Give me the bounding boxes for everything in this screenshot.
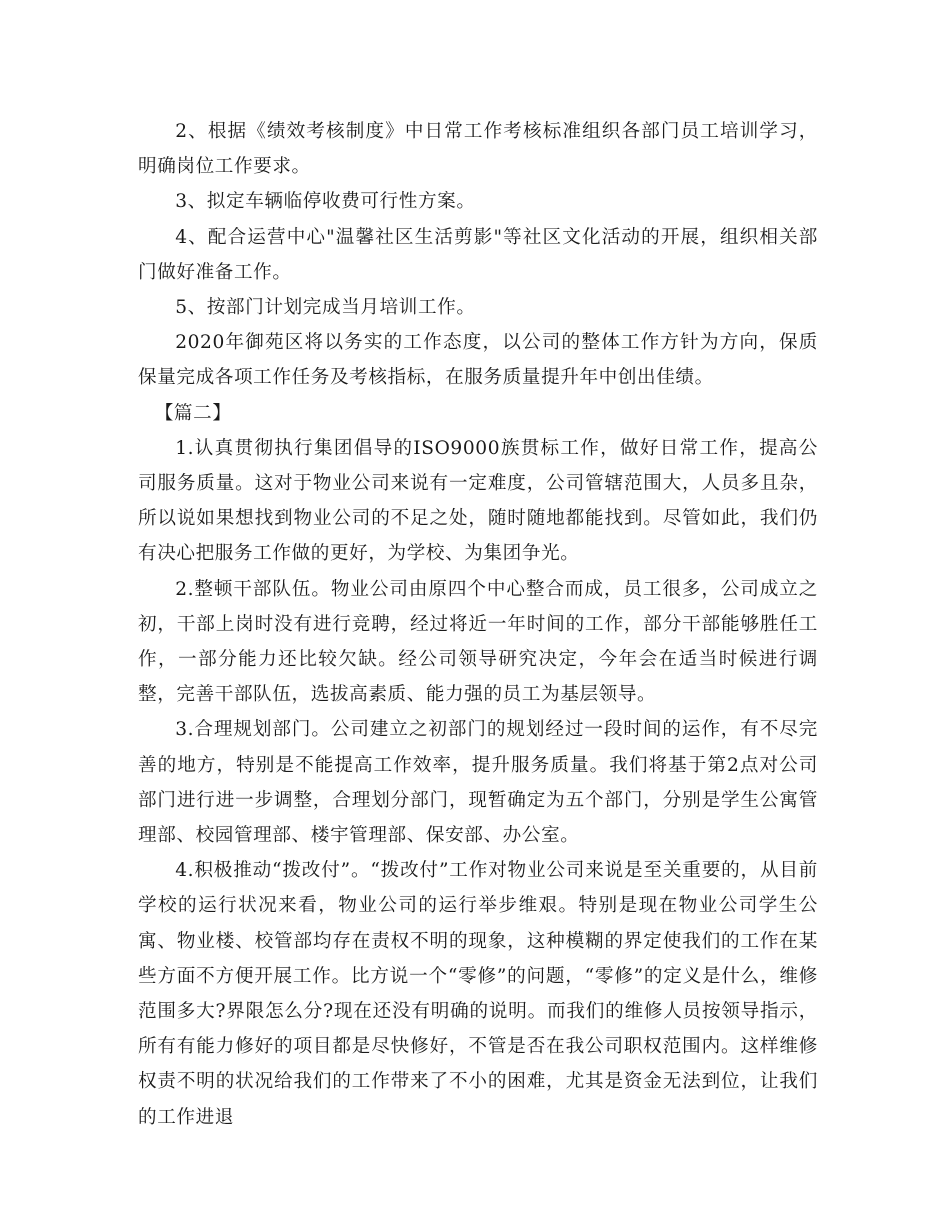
paragraph-summary-2020: 2020年御苑区将以务实的工作态度，以公司的整体工作方针为方向，保质保量完成各项工作任务及考核指标，在服务质量提升年中创出佳绩。 xyxy=(138,332,818,389)
document-body xyxy=(138,114,818,1135)
paragraph-item-2: 2、根据《绩效考核制度》中日常工作考核标准组织各部门员工培训学习，明确岗位工作要求。 xyxy=(138,121,818,178)
section-heading-part-two: 【篇二】 xyxy=(154,402,232,424)
paragraph-item-5: 5、按部门计划完成当月培训工作。 xyxy=(175,297,476,319)
paragraph-item-3: 3、拟定车辆临停收费可行性方案。 xyxy=(175,191,476,213)
paragraph-point-1: 1.认真贯彻执行集团倡导的ISO9000族贯标工作，做好日常工作，提高公司服务质量。这对于物业公司来说有一定难度，公司管辖范围大，人员多且杂，所以说如果想找到物业公司的不足之处，随时随地都能找到。尽管如此，我们仍有决心把服务工作做的更好，为学校、为集团争光。 xyxy=(138,437,818,565)
paragraph-item-4: 4、配合运营中心"温馨社区生活剪影"等社区文化活动的开展，组织相关部门做好准备工作。 xyxy=(138,226,818,283)
paragraph-point-2: 2.整顿干部队伍。物业公司由原四个中心整合而成，员工很多，公司成立之初，干部上岗时没有进行竞聘，经过将近一年时间的工作，部分干部能够胜任工作，一部分能力还比较欠缺。经公司领导研究决定，今年会在适当时候进行调整，完善干部队伍，选拔高素质、能力强的员工为基层领导。 xyxy=(138,578,818,706)
paragraph-point-3: 3.合理规划部门。公司建立之初部门的规划经过一段时间的运作，有不尽完善的地方，特别是不能提高工作效率，提升服务质量。我们将基于第2点对公司部门进行进一步调整，合理划分部门，现暂确定为五个部门，分别是学生公寓管理部、校园管理部、楼宇管理部、保安部、办公室。 xyxy=(138,719,818,847)
paragraph-point-4: 4.积极推动“拨改付”。“拨改付”工作对物业公司来说是至关重要的，从目前学校的运行状况来看，物业公司的运行举步维艰。特别是现在物业公司学生公寓、物业楼、校管部均存在责权不明的现象，这种模糊的界定使我们的工作在某些方面不方便开展工作。比方说一个“零修”的问题，“零修”的定义是什么，维修范围多大?界限怎么分?现在还没有明确的说明。而我们的维修人员按领导指示，所有有能力修好的项目都是尽快修好，不管是否在我公司职权范围内。这样维修权责不明的状况给我们的工作带来了不小的困难，尤其是资金无法到位，让我们的工作进退 xyxy=(138,860,818,1128)
